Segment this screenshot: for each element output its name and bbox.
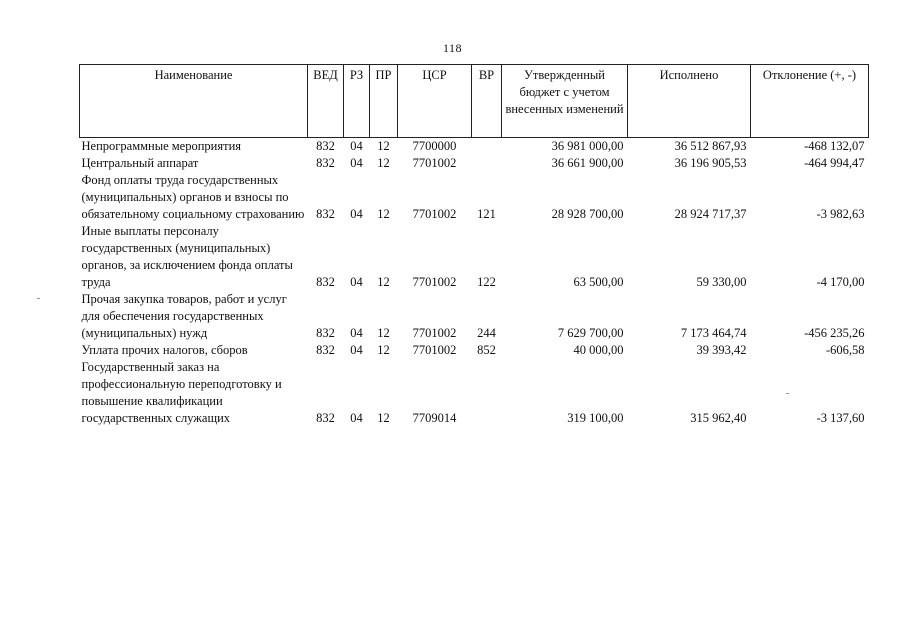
page-number: 118	[442, 41, 463, 55]
table-body	[80, 138, 869, 428]
table-header	[80, 65, 869, 138]
header-vr: ВР	[472, 65, 502, 138]
row-ved: 832	[316, 326, 335, 340]
row-pr: 12	[377, 275, 390, 289]
row-csr: 7700000	[412, 139, 457, 153]
row-deviation: -4 170,00	[816, 275, 865, 289]
row-deviation: -3 982,63	[816, 207, 865, 221]
row-rz: 04	[350, 411, 363, 425]
row-vr: 244	[477, 326, 496, 340]
row-name: Непрограммные мероприятия	[81, 139, 242, 153]
row-csr: 7701002	[412, 275, 457, 289]
table-row	[80, 172, 869, 223]
table-row	[80, 359, 869, 427]
row-csr: 7701002	[412, 326, 457, 340]
row-vr	[472, 138, 502, 156]
table-row	[80, 223, 869, 291]
row-pr: 12	[377, 139, 390, 153]
row-vr	[472, 359, 502, 427]
row-executed: 39 393,42	[696, 343, 747, 357]
header-csr: ЦСР	[398, 65, 472, 138]
row-vr: 122	[477, 275, 496, 289]
row-vr: 121	[477, 207, 496, 221]
row-ved: 832	[316, 139, 335, 153]
header-executed: Исполнено	[628, 65, 751, 138]
budget-table	[79, 64, 869, 427]
row-pr: 12	[377, 343, 390, 357]
row-name: Центральный аппарат	[81, 156, 199, 170]
row-rz: 04	[350, 207, 363, 221]
row-pr: 12	[377, 156, 390, 170]
row-executed: 36 512 867,93	[674, 139, 747, 153]
row-executed: 28 924 717,37	[674, 207, 747, 221]
scan-speck	[786, 393, 789, 394]
row-executed: 7 173 464,74	[680, 326, 747, 340]
table-row	[80, 342, 869, 359]
row-name: Иные выплаты персоналу государственных (муниципальных) органов, за исключением фонда оплаты труда	[81, 224, 293, 289]
row-vr	[472, 155, 502, 172]
table-row	[80, 155, 869, 172]
row-rz: 04	[350, 139, 363, 153]
header-deviation: Отклонение (+, -)	[751, 65, 869, 138]
row-rz: 04	[350, 275, 363, 289]
row-ved: 832	[316, 156, 335, 170]
row-approved: 36 981 000,00	[551, 139, 624, 153]
row-csr: 7701002	[412, 207, 457, 221]
row-name: Уплата прочих налогов, сборов	[81, 343, 248, 357]
row-csr: 7701002	[412, 156, 457, 170]
header-approved: Утвержденный бюджет с учетом внесенных изменений	[502, 65, 628, 138]
header-rz: РЗ	[344, 65, 370, 138]
table-row	[80, 291, 869, 342]
header-ved: ВЕД	[308, 65, 344, 138]
row-deviation: -606,58	[825, 343, 865, 357]
row-executed: 59 330,00	[696, 275, 747, 289]
row-vr: 852	[477, 343, 496, 357]
row-csr: 7701002	[412, 343, 457, 357]
row-approved: 7 629 700,00	[557, 326, 624, 340]
row-approved: 319 100,00	[567, 411, 624, 425]
row-deviation: -468 132,07	[804, 139, 865, 153]
row-approved: 40 000,00	[573, 343, 624, 357]
header-row	[80, 65, 869, 138]
row-csr: 7709014	[412, 411, 457, 425]
row-approved: 63 500,00	[573, 275, 624, 289]
row-name: Прочая закупка товаров, работ и услуг для обеспечения государственных (муниципальных) нужд	[81, 292, 287, 340]
row-executed: 36 196 905,53	[674, 156, 747, 170]
row-deviation: -456 235,26	[804, 326, 865, 340]
row-approved: 28 928 700,00	[551, 207, 624, 221]
row-approved: 36 661 900,00	[551, 156, 624, 170]
row-deviation: -3 137,60	[816, 411, 865, 425]
header-name: Наименование	[80, 65, 308, 138]
row-pr: 12	[377, 411, 390, 425]
row-name: Фонд оплаты труда государственных (муниципальных) органов и взносы по обязательному социальному страхованию	[81, 173, 305, 221]
row-deviation: -464 994,47	[804, 156, 865, 170]
table-row	[80, 138, 869, 156]
row-ved: 832	[316, 411, 335, 425]
header-pr: ПР	[370, 65, 398, 138]
row-ved: 832	[316, 207, 335, 221]
row-ved: 832	[316, 275, 335, 289]
row-rz: 04	[350, 156, 363, 170]
scan-speck	[37, 298, 40, 299]
row-pr: 12	[377, 326, 390, 340]
row-ved: 832	[316, 343, 335, 357]
row-pr: 12	[377, 207, 390, 221]
row-executed: 315 962,40	[690, 411, 747, 425]
row-rz: 04	[350, 326, 363, 340]
row-rz: 04	[350, 343, 363, 357]
row-name: Государственный заказ на профессиональную переподготовку и повышение квалификации государственных служащих	[81, 360, 282, 425]
